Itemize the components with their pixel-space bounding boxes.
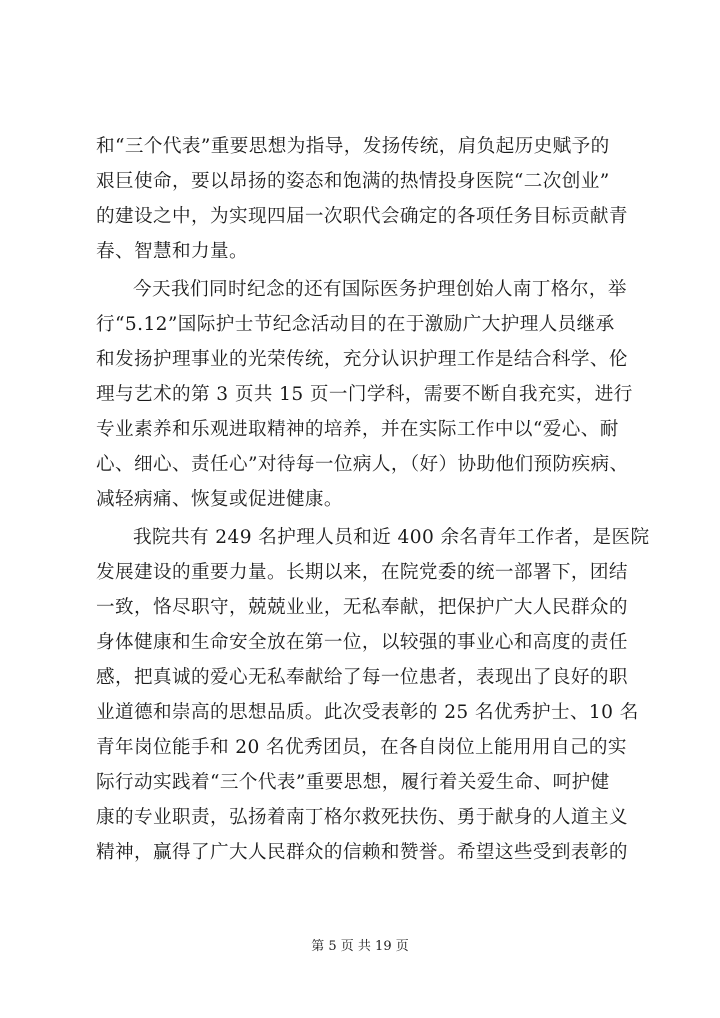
text-line: 一致，恪尽职守，兢兢业业，无私奉献，把保护广大人民群众的 — [96, 597, 628, 618]
text-line: 艰巨使命，要以昂扬的姿态和饱满的热情投身医院“二次创业” — [96, 171, 610, 192]
text-line: 和发扬护理事业的光荣传统，充分认识护理工作是结合科学、伦 — [96, 349, 628, 370]
text-line: 理与艺术的第 3 页共 15 页一门学科，需要不断自我充实，进行 — [96, 384, 633, 405]
text-line: 身体健康和生命安全放在第一位，以较强的事业心和高度的责任 — [96, 632, 628, 653]
text-line: 发展建设的重要力量。长期以来，在院党委的统一部署下，团结 — [96, 562, 628, 583]
text-line: 今天我们同时纪念的还有国际医务护理创始人南丁格尔，举 — [133, 279, 627, 300]
page-number-footer: 第 5 页 共 19 页 — [311, 939, 409, 954]
text-line: 和“三个代表”重要思想为指导，发扬传统，肩负起历史赋予的 — [96, 136, 610, 157]
text-line: 业道德和崇高的思想品质。此次受表彰的 25 名优秀护士、10 名 — [96, 702, 639, 723]
text-line: 青年岗位能手和 20 名优秀团员，在各自岗位上能用用自己的实 — [96, 737, 627, 758]
body-text — [96, 129, 650, 870]
text-line: 心、细心、责任心”对待每一位病人，（好）协助他们预防疾病、 — [96, 454, 629, 475]
text-line: 的建设之中，为实现四届一次职代会确定的各项任务目标贡献青 — [96, 206, 628, 227]
text-line: 际行动实践着“三个代表”重要思想，履行着关爱生命、呵护健 — [96, 772, 610, 793]
text-line: 减轻病痛、恢复或促进健康。 — [96, 489, 343, 510]
text-line: 专业素养和乐观进取精神的培养，并在实际工作中以“爱心、耐 — [96, 419, 619, 440]
text-line: 康的专业职责，弘扬着南丁格尔救死扶伤、勇于献身的人道主义 — [96, 807, 628, 828]
text-line: 行“5.12”国际护士节纪念活动目的在于激励广大护理人员继承 — [96, 314, 615, 335]
text-line: 春、智慧和力量。 — [96, 241, 248, 262]
text-line: 我院共有 249 名护理人员和近 400 余名青年工作者，是医院 — [133, 527, 650, 548]
text-line: 精神，赢得了广大人民群众的信赖和赞誉。希望这些受到表彰的 — [96, 842, 628, 863]
text-line: 感，把真诚的爱心无私奉献给了每一位患者，表现出了良好的职 — [96, 667, 628, 688]
